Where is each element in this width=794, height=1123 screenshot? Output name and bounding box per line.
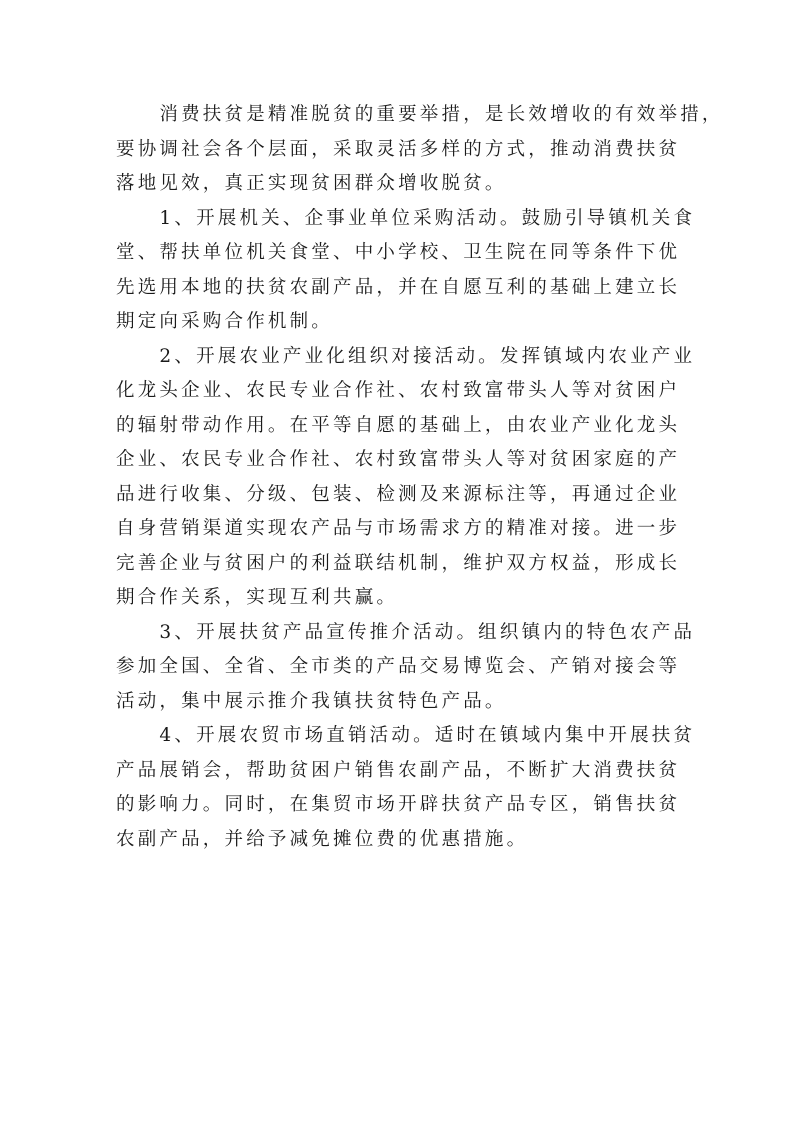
text-line: 先选用本地的扶贫农副产品，并在自愿互利的基础上建立长 [116,276,681,298]
text-line: 活动，集中展示推介我镇扶贫特色产品。 [116,690,507,712]
text-line: 期合作关系，实现互利共赢。 [116,587,399,608]
text-line: 化龙头企业、农民专业合作社、农村致富带头人等对贫困户 [116,380,681,401]
text-line: 企业、农民专业合作社、农村致富带头人等对贫困家庭的产 [116,449,681,470]
text-line: 品进行收集、分级、包装、检测及来源标注等，再通过企业 [116,483,681,505]
text-line: 堂、帮扶单位机关食堂、中小学校、卫生院在同等条件下优 [116,242,681,263]
text-line: 完善企业与贫困户的利益联结机制，维护双方权益，形成长 [116,552,681,574]
text-line: 落地见效，真正实现贫困群众增收脱贫。 [116,173,507,194]
text-line: 要协调社会各个层面，采取灵活多样的方式，推动消费扶贫 [116,138,681,160]
text-line: 参加全国、全省、全市类的产品交易博览会、产销对接会等 [116,656,681,677]
text-line: 期定向采购合作机制。 [116,311,334,332]
text-line: 的影响力。同时，在集贸市场开辟扶贫产品专区，销售扶贫 [116,794,681,815]
text-line: 农副产品，并给予减免摊位费的优惠措施。 [116,828,529,850]
text-line: 3、开展扶贫产品宣传推介活动。组织镇内的特色农产品 [116,621,696,643]
document-body [116,98,724,857]
text-line: 2、开展农业产业化组织对接活动。发挥镇域内农业产业 [116,345,696,367]
text-line: 1、开展机关、企事业单位采购活动。鼓励引导镇机关食 [116,207,696,229]
text-line: 自身营销渠道实现农产品与市场需求方的精准对接。进一步 [116,518,681,539]
text-line: 4、开展农贸市场直销活动。适时在镇域内集中开展扶贫 [116,725,696,746]
text-line: 消费扶贫是精准脱贫的重要举措，是长效增收的有效举措， [116,104,724,125]
text-line: 的辐射带动作用。在平等自愿的基础上，由农业产业化龙头 [116,414,681,436]
text-line: 产品展销会，帮助贫困户销售农副产品，不断扩大消费扶贫 [116,759,681,781]
